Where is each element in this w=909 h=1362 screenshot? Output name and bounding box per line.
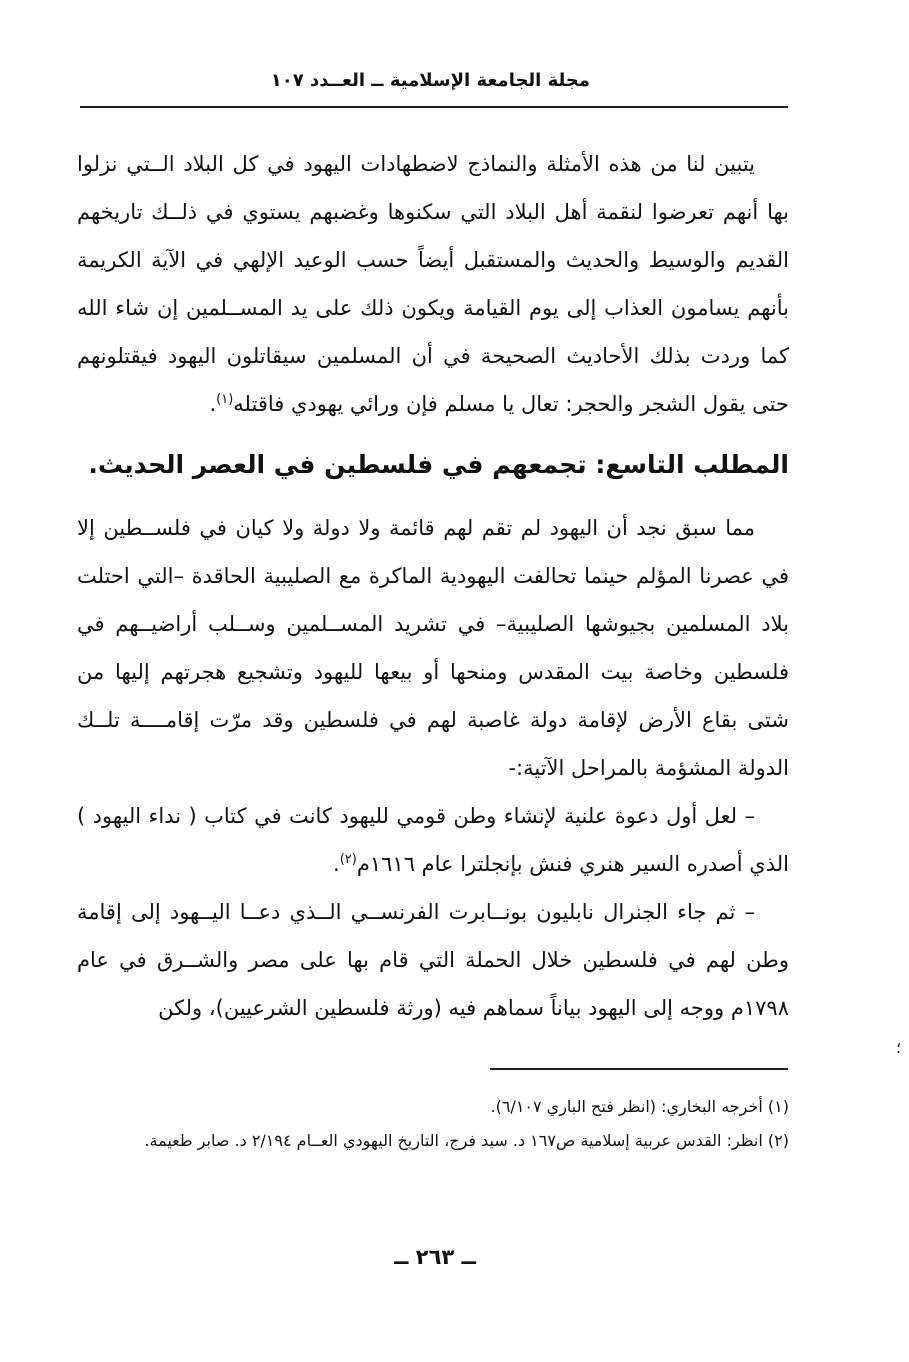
footnote-ref-2: (٢) [339, 852, 357, 867]
footnote-1: (١) أخرجه البخاري: (انظر فتح الباري ٦/١٠٧). [490, 1097, 789, 1116]
list-item-1-text: – لعل أول دعوة علنية لإنشاء وطن قومي لليهود كانت في كتاب ( نداء اليهود ) الذي أصدره السير هنري فنش بإنجلترا عام ١٦١٦م [77, 804, 789, 876]
body-text [77, 140, 789, 1032]
footnote-2: (٢) انظر: القدس عربية إسلامية ص١٦٧ د. سيد فرج، التاريخ اليهودي العــام ٢/١٩٤ د. صابر طعيمة. [144, 1131, 789, 1150]
paragraph-2: مما سبق نجد أن اليهود لم تقم لهم قائمة ولا دولة ولا كيان في فلســطين إلا في عصرنا المؤلم حينما تحالفت اليهودية الماكرة مع الصليبية الحاقدة –التي احتلت بلاد المسلمين بجيوشها الصليبية– في تشريد المســلمين وســلب أراضيــهم في فلسطين وخاصة بيت المقدس ومنحها أو بيعها لليهود وتشجيع هجرتهم إليها من شتى بقاع الأرض لإقامة دولة غاصبة لهم في فلسطين وقد مرّت إقامــــة تلــك الدولة المشؤمة بالمراحل الآتية:- [77, 516, 789, 780]
footnote-ref-1: (١) [216, 392, 234, 407]
paragraph-1-end: . [209, 392, 217, 416]
paragraph-1 [77, 140, 789, 428]
section-heading: المطلب التاسع: تجمعهم في فلسطين في العصر الحديث. [88, 450, 789, 479]
paragraph-1-text: يتبين لنا من هذه الأمثلة والنماذج لاضطهادات اليهود في كل البلاد الــتي نزلوا بها أنهم تعرضوا لنقمة أهل البلاد التي سكنوها وغضبهم يستوي في ذلــك تاريخهم القديم والوسيط والحديث والمستقبل أيضاً حسب الوعيد الإلهي في الآية الكريمة بأنهم يسامون العذاب إلى يوم القيامة ويكون ذلك على يد المســلمين إن شاء الله كما وردت بذلك الأحاديث الصحيحة في أن المسلمين سيقاتلون اليهود فيقتلونهم حتى يقول الشجر والحجر: تعال يا مسلم فإن ورائي يهودي فاقتله [77, 152, 789, 416]
page-number: ــ ٢٦٣ ــ [394, 1245, 476, 1269]
margin-mark: ؛ [896, 1038, 902, 1057]
list-item-2: – ثم جاء الجنرال نابليون بونــابرت الفرنســي الــذي دعــا اليــهود إلى إقامة وطن لهم في فلسطين خلال الحملة التي قام بها على مصر والشــرق في عام ١٧٩٨م ووجه إلى اليهود بياناً سماهم فيه (ورثة فلسطين الشرعيين)، ولكن [77, 900, 789, 1020]
header-rule [80, 106, 788, 108]
list-item-1-end: . [333, 852, 340, 876]
running-header: مجلة الجامعة الإسلامية ــ العــدد ١٠٧ [270, 70, 590, 91]
footnotes [77, 1090, 789, 1158]
list-item-1 [77, 792, 789, 888]
footnote-rule [490, 1068, 788, 1070]
